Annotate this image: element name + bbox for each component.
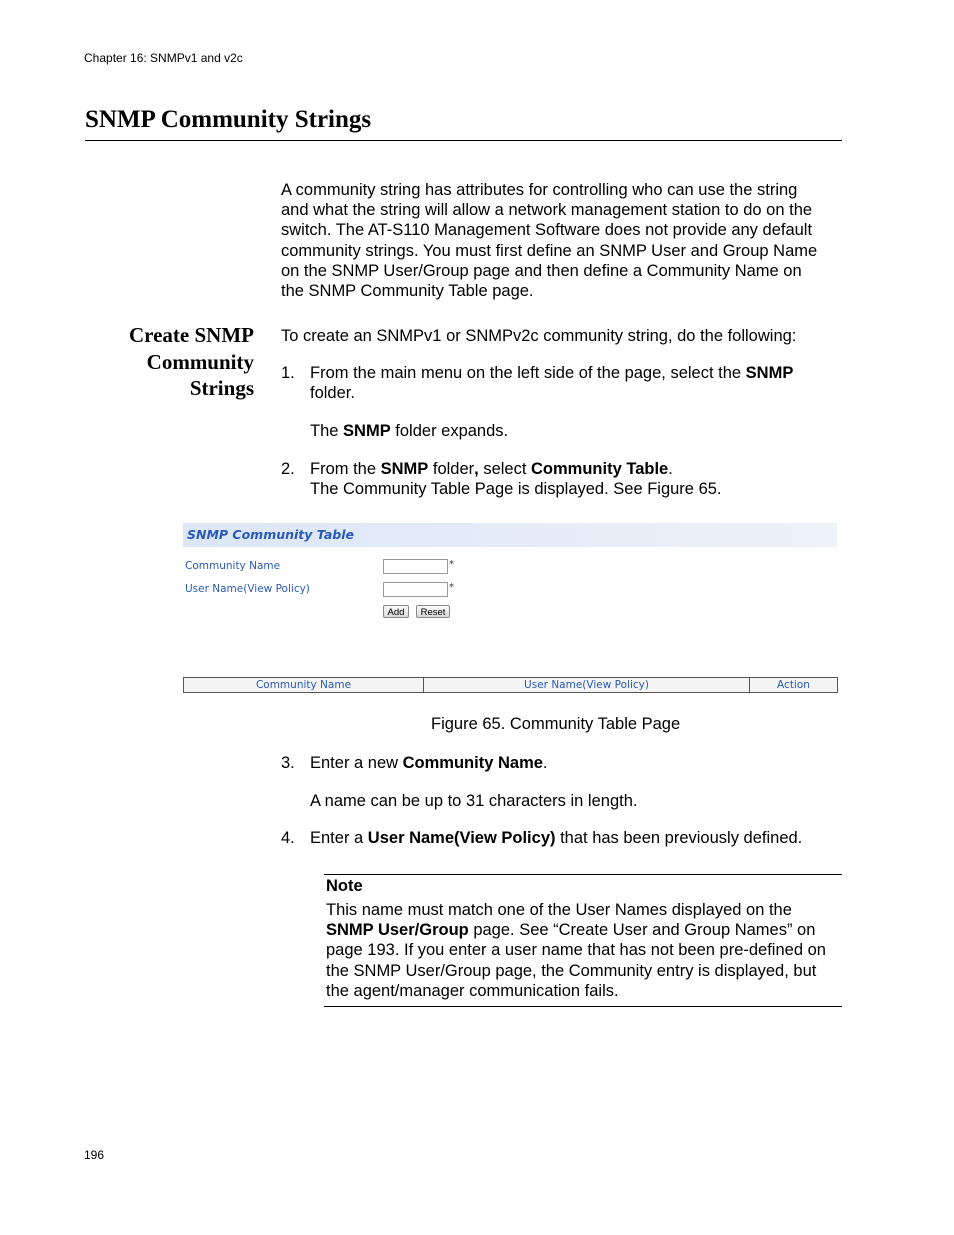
user-name-label: User Name(View Policy) (185, 583, 310, 595)
step-text: folder. (310, 384, 355, 403)
intro-line: on the SNMP User/Group page and then define a Community Name on (281, 261, 802, 280)
note-bold: SNMP User/Group (326, 921, 469, 940)
step-text: . (542, 754, 548, 772)
required-mark: * (449, 559, 454, 570)
subsection-title-line: Create SNMP (129, 323, 254, 347)
step-number: 1. (281, 364, 295, 382)
community-table-header (183, 677, 838, 693)
step-bold: User Name(View Policy) (367, 829, 556, 847)
community-name-input[interactable] (383, 559, 448, 574)
note-top-rule (324, 874, 842, 875)
section-rule (85, 140, 842, 141)
note-line: This name must match one of the User Names displayed on the (326, 901, 792, 919)
column-user-name: User Name(View Policy) (424, 678, 750, 692)
step-text: folder expands. (390, 422, 509, 440)
intro-paragraph (281, 180, 846, 301)
intro-line: switch. The AT-S110 Management Software does not provide any default (281, 221, 813, 240)
note-title: Note (326, 877, 363, 895)
step-3-result: A name can be up to 31 characters in length. (310, 792, 638, 810)
subsection-title-line: Strings (189, 376, 254, 400)
figure-title: SNMP Community Table (187, 527, 354, 542)
note-line: page. See “Create User and Group Names” on (468, 921, 816, 940)
step-2 (281, 459, 841, 499)
page-number: 196 (84, 1148, 105, 1162)
step-number: 4. (281, 829, 295, 847)
step-text: folder (428, 460, 475, 478)
step-text: select (478, 460, 532, 478)
reset-button[interactable]: Reset (416, 605, 450, 618)
step-text: The (310, 422, 344, 440)
figure-caption: Figure 65. Community Table Page (431, 715, 681, 733)
step-number: 3. (281, 754, 295, 772)
add-button[interactable]: Add (383, 605, 409, 618)
intro-line: the SNMP Community Table page. (281, 282, 534, 301)
step-text: From the main menu on the left side of the page, select the (310, 364, 746, 382)
figure-title-bar (183, 523, 837, 547)
column-community-name: Community Name (184, 678, 424, 692)
note-body (326, 900, 846, 1001)
step-text: Enter a new (310, 754, 403, 772)
step-bold: Community Table (531, 460, 669, 478)
step-bold: , (474, 460, 479, 478)
step-text: . (668, 460, 673, 478)
user-name-input[interactable] (383, 582, 448, 597)
note-line: the agent/manager communication fails. (326, 981, 619, 1000)
step-bold: Community Name (402, 754, 543, 772)
step-bold: SNMP (745, 364, 794, 382)
step-text: that has been previously defined. (555, 829, 803, 847)
step-bold: SNMP (343, 422, 391, 440)
chapter-header: Chapter 16: SNMPv1 and v2c (84, 51, 243, 65)
step-bold: SNMP (380, 460, 429, 478)
step-text: Enter a (310, 829, 368, 847)
required-mark: * (449, 582, 454, 593)
intro-line: and what the string will allow a network management station to do on the (281, 201, 813, 220)
section-title: SNMP Community Strings (85, 106, 372, 133)
note-line: page 193. If you enter a user name that has not been pre-defined on (326, 941, 826, 960)
step-text: From the (310, 460, 381, 478)
step-1 (281, 363, 841, 403)
note-bottom-rule (324, 1006, 842, 1007)
subsection-title (100, 322, 254, 402)
step-1-result (310, 421, 508, 441)
note-line: the SNMP User/Group page, the Community entry is displayed, but (326, 961, 817, 980)
subsection-lead: To create an SNMPv1 or SNMPv2c community string, do the following: (281, 327, 797, 345)
step-3 (281, 753, 841, 773)
subsection-title-line: Community (146, 349, 254, 374)
community-table-figure (183, 523, 837, 693)
column-action: Action (777, 679, 810, 691)
intro-line: A community string has attributes for controlling who can use the string (281, 181, 798, 199)
intro-line: community strings. You must first define an SNMP User and Group Name (281, 241, 818, 260)
community-name-label: Community Name (185, 560, 281, 572)
step-text: The Community Table Page is displayed. See Figure 65. (310, 480, 722, 499)
step-number: 2. (281, 460, 295, 478)
step-4 (281, 828, 841, 848)
